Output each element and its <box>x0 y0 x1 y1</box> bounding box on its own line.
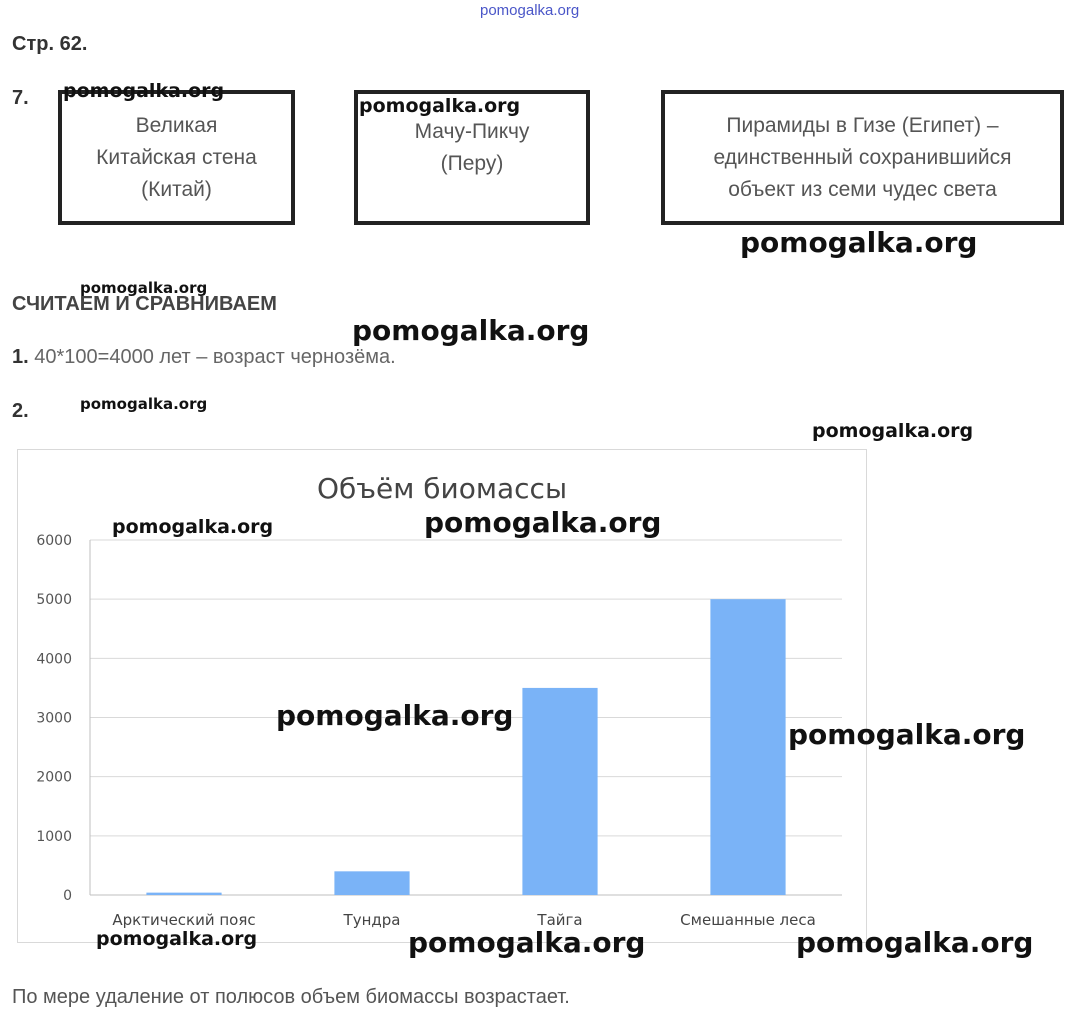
x-tick-label: Тундра <box>343 911 401 929</box>
chart-title: Объём биомассы <box>316 472 568 505</box>
bar <box>710 599 785 895</box>
watermark: pomogalka.org <box>796 926 1034 959</box>
y-tick-label: 4000 <box>36 651 72 668</box>
x-tick-label: Смешанные леса <box>680 911 816 929</box>
y-tick-label: 3000 <box>36 710 72 727</box>
watermark: pomogalka.org <box>408 926 646 959</box>
item-1-number: 1. <box>12 346 29 368</box>
watermark: pomogalka.org <box>80 279 208 297</box>
watermark: pomogalka.org <box>63 80 225 102</box>
box-line: Мачу-Пикчу <box>414 120 530 143</box>
task-number-7: 7. <box>12 87 29 109</box>
box-line: Китайская стена <box>96 145 257 169</box>
y-tick-label: 6000 <box>36 533 72 549</box>
y-tick-label: 1000 <box>36 828 72 845</box>
page-reference: Стр. 62. <box>12 33 88 55</box>
bar <box>334 871 409 895</box>
item-2-number: 2. <box>12 400 29 422</box>
y-tick-label: 5000 <box>36 592 72 609</box>
box-line: единственный сохранившийся <box>713 145 1012 169</box>
section-heading: СЧИТАЕМ И СРАВНИВАЕМ <box>12 293 277 315</box>
x-tick-label: Тайга <box>537 911 583 929</box>
site-watermark-top: pomogalka.org <box>480 2 580 19</box>
y-tick-label: 0 <box>63 888 72 904</box>
watermark: pomogalka.org <box>359 95 521 117</box>
watermark: pomogalka.org <box>352 314 590 347</box>
y-tick-label: 2000 <box>36 769 72 786</box>
box-line: Великая <box>135 113 218 137</box>
watermark: pomogalka.org <box>276 699 514 732</box>
x-tick-label: Арктический пояс <box>112 911 256 929</box>
box-line: Пирамиды в Гизе (Египет) – <box>726 113 999 137</box>
box-line: (Китай) <box>141 177 212 201</box>
bar <box>146 893 221 895</box>
item-1-text: 40*100=4000 лет – возраст чернозёма. <box>34 346 396 368</box>
box-line: объект из семи чудес света <box>728 177 997 201</box>
watermark: pomogalka.org <box>812 420 974 442</box>
watermark: pomogalka.org <box>424 506 662 539</box>
watermark: pomogalka.org <box>96 928 258 950</box>
watermark: pomogalka.org <box>740 226 978 259</box>
box-line: (Перу) <box>440 152 504 175</box>
watermark: pomogalka.org <box>80 395 208 413</box>
watermark: pomogalka.org <box>112 516 274 538</box>
watermark: pomogalka.org <box>788 718 1026 751</box>
conclusion-text: По мере удаление от полюсов объем биомассы возрастает. <box>12 986 570 1008</box>
bar <box>522 688 597 895</box>
